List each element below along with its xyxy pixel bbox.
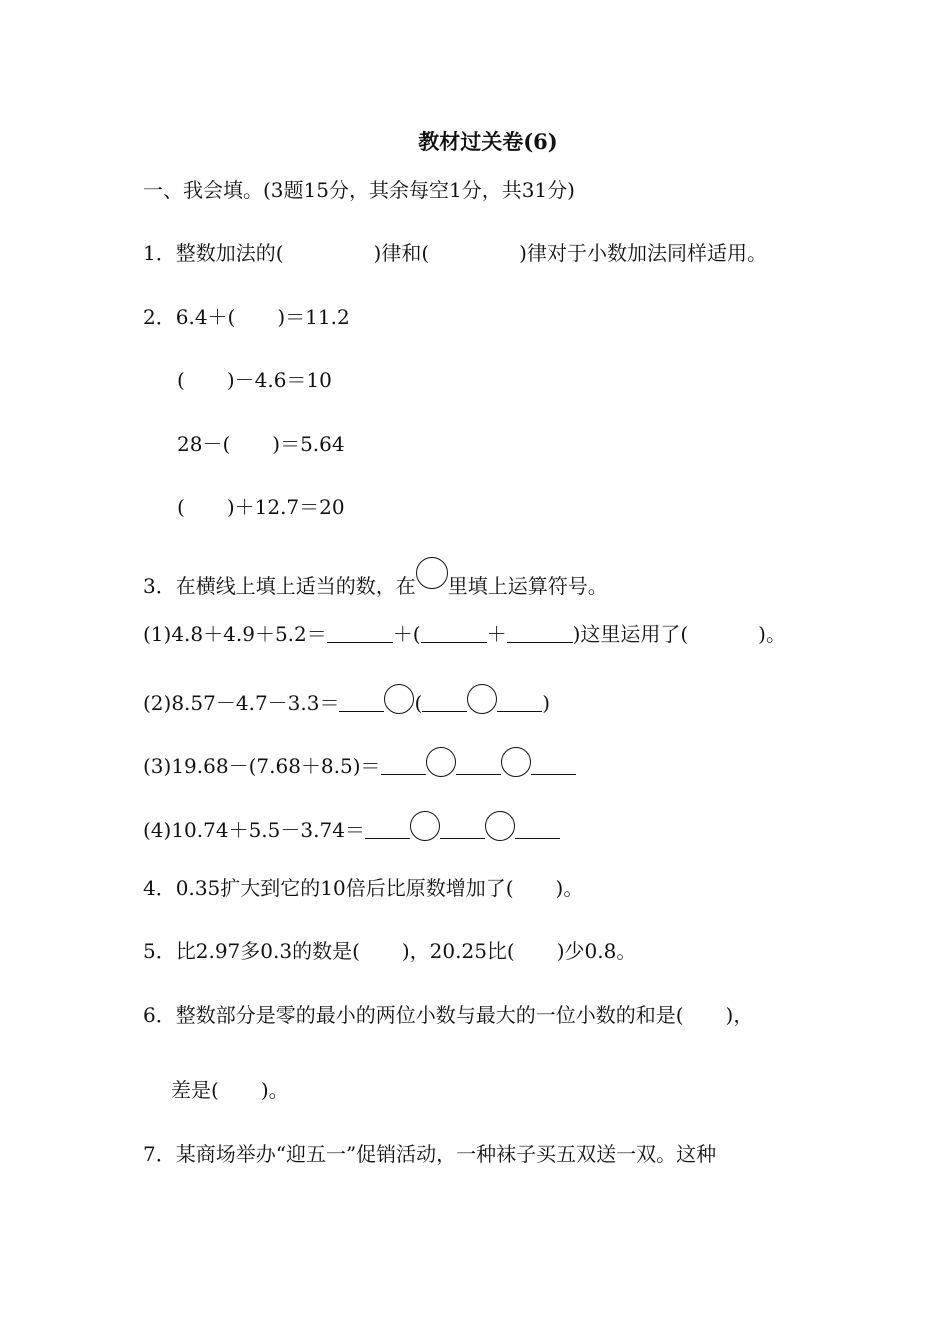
question-2-line-4	[177, 493, 345, 521]
question-number: 1．	[143, 241, 176, 265]
question-text: 里填上运算符号。	[447, 574, 608, 598]
equation-text: 28－(	[177, 432, 231, 456]
equation-text: )。	[758, 622, 786, 646]
question-5	[143, 937, 636, 965]
equation-text: )	[542, 691, 551, 715]
question-number: 3．	[143, 574, 176, 598]
equation-text: (	[414, 691, 423, 715]
question-2-line-3	[177, 430, 345, 458]
question-2-line-1	[143, 303, 350, 331]
operator-circle-icon	[416, 557, 448, 589]
question-text: 0.35扩大到它的10倍后比原数增加了(	[175, 876, 514, 900]
operator-circle-input[interactable]	[410, 811, 440, 841]
question-text: )律和(	[373, 241, 430, 265]
equation-text: (1)4.8＋4.9＋5.2＝	[143, 622, 327, 646]
equation-text: (3)19.68－(7.68＋8.5)＝	[143, 754, 381, 778]
equation-text: ＋	[486, 622, 507, 646]
operator-circle-input[interactable]	[384, 684, 414, 714]
answer-underline[interactable]	[440, 820, 485, 839]
question-2-line-2	[177, 366, 332, 394]
question-text: 差是(	[171, 1078, 219, 1102]
question-text: 整数部分是零的最小的两位小数与最大的一位小数的和是(	[175, 1003, 684, 1027]
equation-text: (2)8.57－4.7－3.3＝	[143, 691, 340, 715]
question-3-sub-1	[143, 620, 786, 648]
equation-text: ＋(	[392, 622, 421, 646]
answer-underline[interactable]	[422, 693, 467, 712]
question-6-line-2	[171, 1076, 289, 1104]
answer-underline[interactable]	[497, 693, 542, 712]
operator-circle-input[interactable]	[426, 747, 456, 777]
question-text: )少0.8。	[556, 939, 637, 963]
answer-underline[interactable]	[531, 756, 576, 775]
equation-text: (4)10.74＋5.5－3.74＝	[143, 818, 365, 842]
equation-text: (	[177, 368, 185, 392]
question-text: 在横线上填上适当的数，在	[175, 574, 416, 598]
question-3-sub-3	[143, 747, 576, 780]
page-title: 教材过关卷(6)	[418, 129, 558, 154]
equation-text: )这里运用了(	[572, 622, 689, 646]
operator-circle-input[interactable]	[501, 747, 531, 777]
equation-text: )＝5.64	[272, 432, 345, 456]
answer-underline[interactable]	[507, 624, 573, 643]
answer-underline[interactable]	[365, 820, 410, 839]
question-3-sub-4	[143, 811, 560, 844]
question-number: 2．	[143, 305, 176, 329]
operator-circle-input[interactable]	[467, 684, 497, 714]
question-3-sub-2	[143, 684, 550, 717]
question-6	[143, 1001, 753, 1029]
question-text: )。	[260, 1078, 289, 1102]
question-number: 6．	[143, 1003, 176, 1027]
question-3	[143, 557, 608, 600]
question-text: )律对于小数加法同样适用。	[519, 241, 767, 265]
question-text: )，	[725, 1003, 754, 1027]
equation-text: )－4.6＝10	[226, 368, 332, 392]
answer-underline[interactable]	[456, 756, 501, 775]
answer-underline[interactable]	[381, 756, 426, 775]
question-text: 比2.97多0.3的数是(	[175, 939, 360, 963]
question-text: 整数加法的(	[175, 241, 284, 265]
question-1	[143, 239, 767, 267]
equation-text: 6.4＋(	[175, 305, 236, 329]
question-7	[143, 1140, 716, 1168]
question-number: 5．	[143, 939, 176, 963]
question-number: 4．	[143, 876, 176, 900]
answer-underline[interactable]	[515, 820, 560, 839]
question-text: )，20.25比(	[401, 939, 515, 963]
operator-circle-input[interactable]	[485, 811, 515, 841]
answer-underline[interactable]	[339, 693, 384, 712]
question-4	[143, 874, 583, 902]
question-text: 某商场举办“迎五一”促销活动，一种袜子买五双送一双。这种	[175, 1142, 717, 1166]
answer-underline[interactable]	[421, 624, 487, 643]
equation-text: )＋12.7＝20	[226, 495, 345, 519]
equation-text: )＝11.2	[277, 305, 350, 329]
question-number: 7．	[143, 1142, 176, 1166]
question-text: )。	[555, 876, 584, 900]
section-heading: 一、我会填。(3题15分，其余每空1分，共31分)	[143, 178, 575, 202]
equation-text: (	[177, 495, 185, 519]
answer-underline[interactable]	[327, 624, 393, 643]
